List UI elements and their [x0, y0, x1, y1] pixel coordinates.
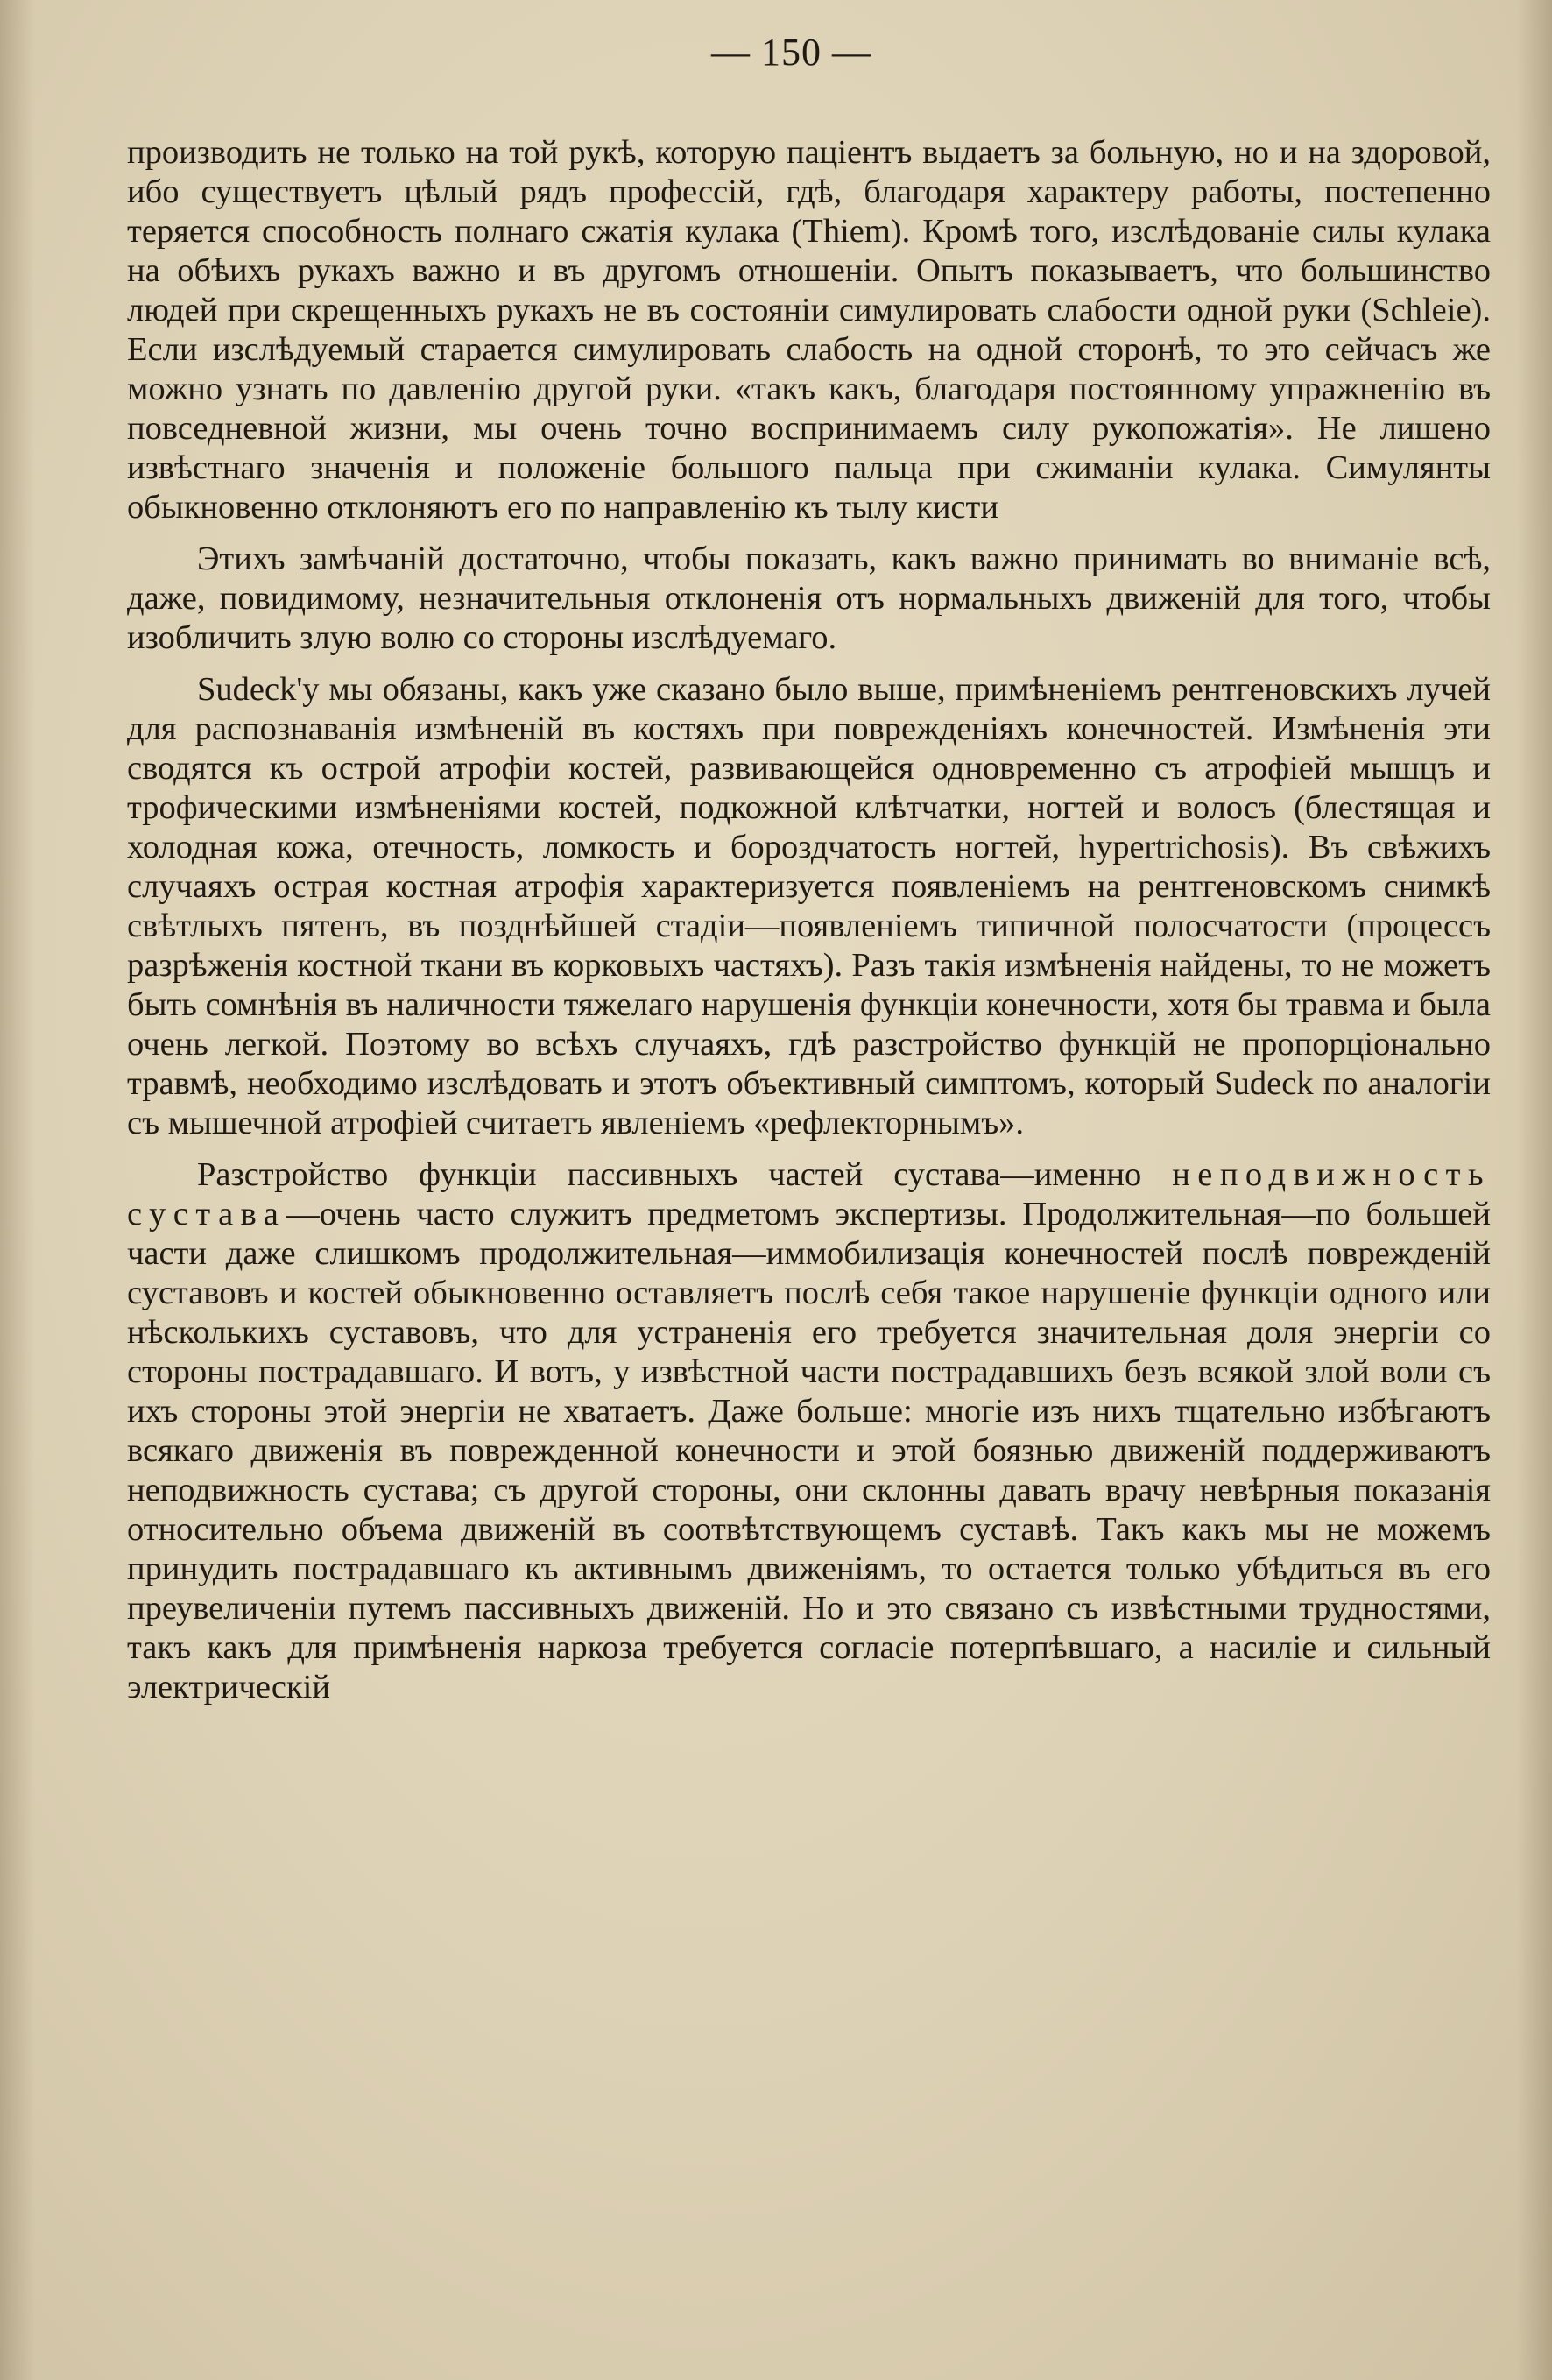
page-edge-shadow-right [1517, 0, 1552, 2380]
page-edge-shadow-left [0, 0, 35, 2380]
paragraph-4 [127, 1155, 1491, 1707]
paragraph-4-rest: —очень часто служитъ предметомъ экспертизы. Продолжительная—по большей части даже слишкомъ продолжительная—иммобилизація конечностей послѣ поврежденій суставовъ и костей обыкновенно оставляетъ послѣ себя такое нарушеніе функціи одного или нѣсколькихъ суставовъ, что для устраненія его требуется значительная доля энергіи со стороны пострадавшаго. И вотъ, у извѣстной части пострадавшихъ безъ всякой злой воли съ ихъ стороны этой энергіи не хватаетъ. Даже больше: многіе изъ нихъ тщательно избѣгаютъ всякаго движенія въ поврежденной конечности и этой боязнью движеній поддерживаютъ неподвижность сустава; съ другой стороны, они склонны давать врачу невѣрныя показанія относительно объема движеній въ соотвѣтствующемъ суставѣ. Такъ какъ мы не можемъ принудить пострадавшаго къ активнымъ движеніямъ, то остается только убѣдиться въ его преувеличеніи путемъ пассивныхъ движеній. Но и это связано съ извѣстными трудностями, такъ какъ для примѣненія наркоза требуется согласіе потерпѣвшаго, а насиліе и сильный электрическій [127, 1196, 1491, 1706]
paragraph-2: Этихъ замѣчаній достаточно, чтобы показать, какъ важно принимать во вниманіе всѣ, даже, повидимому, незначительныя отклоненія отъ нормальныхъ движеній для того, чтобы изобличить злую волю со стороны изслѣдуемаго. [127, 540, 1491, 656]
paragraph-4-spaced-term: неподвижность сустава [127, 1156, 1491, 1232]
page-number: — 150 — [711, 31, 871, 74]
paragraph-1: производить не только на той рукѣ, которую паціентъ выдаетъ за больную, но и на здоровой, ибо существуетъ цѣлый рядъ профессій, гдѣ, благодаря характеру работы, постепенно теряется способность полнаго сжатія кулака (Thiem). Кромѣ того, изслѣдованіе силы кулака на обѣихъ рукахъ важно и въ другомъ отношеніи. Опытъ показываетъ, что большинство людей при скрещенныхъ рукахъ не въ состояніи симулировать слабости одной руки (Schleie). Если изслѣдуемый старается симулировать слабость на одной сторонѣ, то это сейчасъ же можно узнать по давленію другой руки. «такъ какъ, благодаря постоянному упражненію въ повседневной жизни, мы очень точно воспринимаемъ силу рукопожатія». Не лишено извѣстнаго значенія и положеніе большого пальца при сжиманіи кулака. Симулянты обыкновенно отклоняютъ его по направленію къ тылу кисти [127, 134, 1491, 526]
paragraph-4-lead: Разстройство функціи пассивныхъ частей сустава—именно [197, 1156, 1173, 1193]
body-text [127, 133, 1491, 1707]
paragraph-3: Sudeck'у мы обязаны, какъ уже сказано было выше, примѣненіемъ рентгеновскихъ лучей для распознаванія измѣненій въ костяхъ при поврежденіяхъ конечностей. Измѣненія эти сводятся къ острой атрофіи костей, развивающейся одновременно съ атрофіей мышцъ и трофическими измѣненіями костей, подкожной клѣтчатки, ногтей и волосъ (блестящая и холодная кожа, отечность, ломкость и бороздчатость ногтей, hypertrichosis). Въ свѣжихъ случаяхъ острая костная атрофія характеризуется появленіемъ на рентгеновскомъ снимкѣ свѣтлыхъ пятенъ, въ позднѣйшей стадіи—появленіемъ типичной полосчатости (процессъ разрѣженія костной ткани въ корковыхъ частяхъ). Разъ такія измѣненія найдены, то не можетъ быть сомнѣнія въ наличности тяжелаго нарушенія функціи конечности, хотя бы травма и была очень легкой. Поэтому во всѣхъ случаяхъ, гдѣ разстройство функцій не пропорціонально травмѣ, необходимо изслѣдовать и этотъ объективный симптомъ, который Sudeck по аналогіи съ мышечной атрофіей считаетъ явленіемъ «рефлекторнымъ». [127, 671, 1491, 1141]
